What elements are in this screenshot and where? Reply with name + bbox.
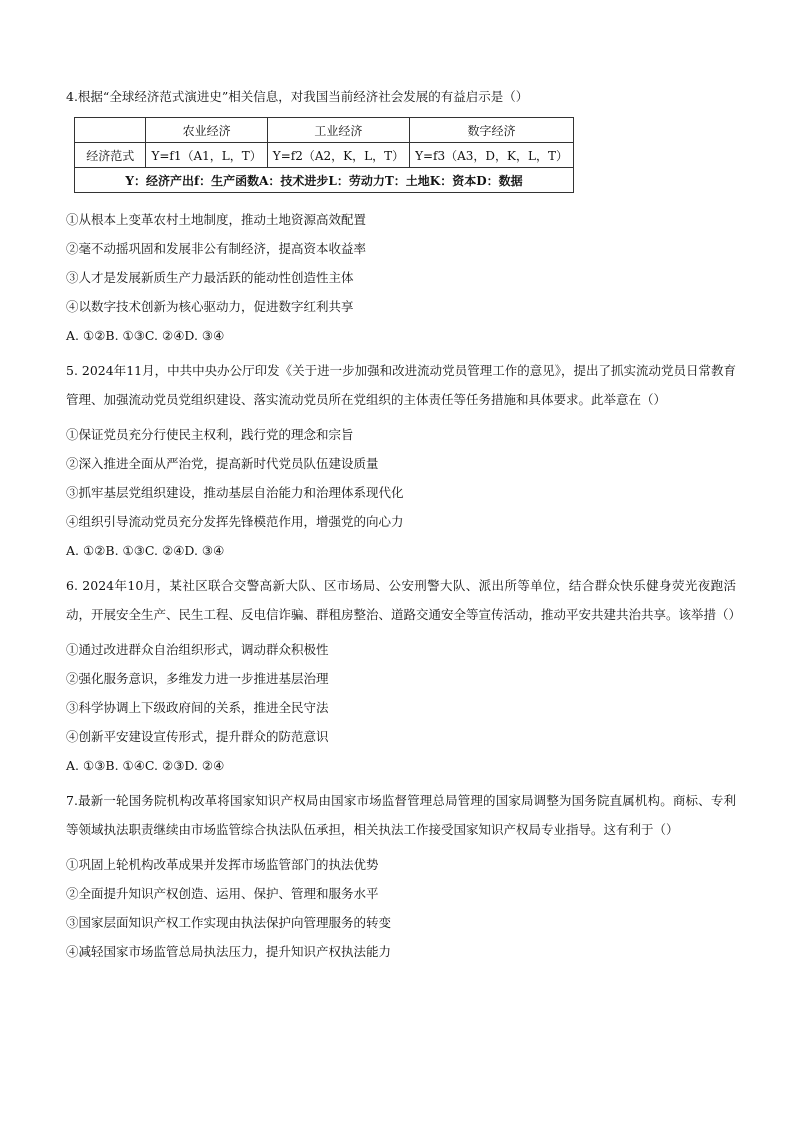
- question-6-option: ②强化服务意识，多维发力进一步推进基层治理: [66, 671, 329, 686]
- economic-paradigm-table: [74, 117, 574, 193]
- question-7-option: ③国家层面知识产权工作实现由执法保护向管理服务的转变: [66, 915, 392, 930]
- question-6-stem: 6. 2024年10月，某社区联合交警高新大队、区市场局、公安刑警大队、派出所等单位，结合群众快乐健身荧光夜跑活动，开展安全生产、民生工程、反电信诈骗、群租房整治、道路交通安全等宣传活动，推动平安共建共治共享。该举措（）: [66, 578, 742, 622]
- question-6: [66, 571, 742, 774]
- question-4-option: ①从根本上变革农村土地制度，推动土地资源高效配置: [66, 212, 367, 227]
- table-header-cell: 农业经济: [146, 118, 267, 143]
- question-5-answers: A. ①②B. ①③C. ②④D. ③④: [66, 543, 225, 558]
- table-cell: Y=f1（A1，L，T）: [146, 143, 267, 168]
- table-header-cell: 工业经济: [267, 118, 409, 143]
- question-6-option: ④创新平安建设宣传形式，提升群众的防范意识: [66, 729, 329, 744]
- question-5-stem: 5. 2024年11月，中共中央办公厅印发《关于进一步加强和改进流动党员管理工作的意见》，提出了抓实流动党员日常教育管理、加强流动党员党组织建设、落实流动党员所在党组织的主体责任等任务措施和具体要求。此举意在（）: [66, 363, 736, 407]
- question-7-stem: 7.最新一轮国务院机构改革将国家知识产权局由国家市场监督管理总局管理的国家局调整为国务院直属机构。商标、专利等领域执法职责继续由市场监管综合执法队伍承担，相关执法工作接受国家知识产权局专业指导。这有利于（）: [66, 793, 736, 837]
- question-7-option: ②全面提升知识产权创造、运用、保护、管理和服务水平: [66, 886, 379, 901]
- question-4-option: ②毫不动摇巩固和发展非公有制经济，提高资本收益率: [66, 241, 367, 256]
- document-page: [66, 88, 742, 960]
- question-5: [66, 356, 736, 559]
- table-footnote: Y：经济产出f：生产函数A：技术进步L：劳动力T：土地K：资本D：数据: [75, 168, 574, 193]
- question-7: [66, 786, 736, 960]
- question-4-answers: A. ①②B. ①③C. ②④D. ③④: [66, 328, 225, 343]
- question-5-option: ②深入推进全面从严治党，提高新时代党员队伍建设质量: [66, 456, 379, 471]
- question-6-option: ③科学协调上下级政府间的关系，推进全民守法: [66, 700, 329, 715]
- question-5-option: ④组织引导流动党员充分发挥先锋模范作用，增强党的向心力: [66, 514, 404, 529]
- question-4-stem: 4.根据“全球经济范式演进史”相关信息，对我国当前经济社会发展的有益启示是（）: [66, 89, 529, 104]
- question-4-option: ④以数字技术创新为核心驱动力，促进数字红利共享: [66, 299, 354, 314]
- question-4: [66, 88, 736, 344]
- table-header-cell: 数字经济: [410, 118, 574, 143]
- table-header-row: [75, 118, 574, 143]
- table-footnote-row: [75, 168, 574, 193]
- question-7-option: ①巩固上轮机构改革成果并发挥市场监管部门的执法优势: [66, 857, 379, 872]
- question-5-option: ③抓牢基层党组织建设，推动基层自治能力和治理体系现代化: [66, 485, 404, 500]
- question-7-option: ④减轻国家市场监管总局执法压力，提升知识产权执法能力: [66, 944, 392, 959]
- table-cell: Y=f2（A2，K，L，T）: [267, 143, 409, 168]
- table-row: [75, 143, 574, 168]
- question-4-option: ③人才是发展新质生产力最活跃的能动性创造性主体: [66, 270, 354, 285]
- question-6-option: ①通过改进群众自治组织形式，调动群众积极性: [66, 642, 329, 657]
- table-header-cell: [75, 118, 146, 143]
- table-cell: Y=f3（A3，D，K，L，T）: [410, 143, 574, 168]
- table-row-label: 经济范式: [75, 143, 146, 168]
- question-6-answers: A. ①③B. ①④C. ②③D. ②④: [66, 758, 225, 773]
- question-5-option: ①保证党员充分行使民主权利，践行党的理念和宗旨: [66, 427, 354, 442]
